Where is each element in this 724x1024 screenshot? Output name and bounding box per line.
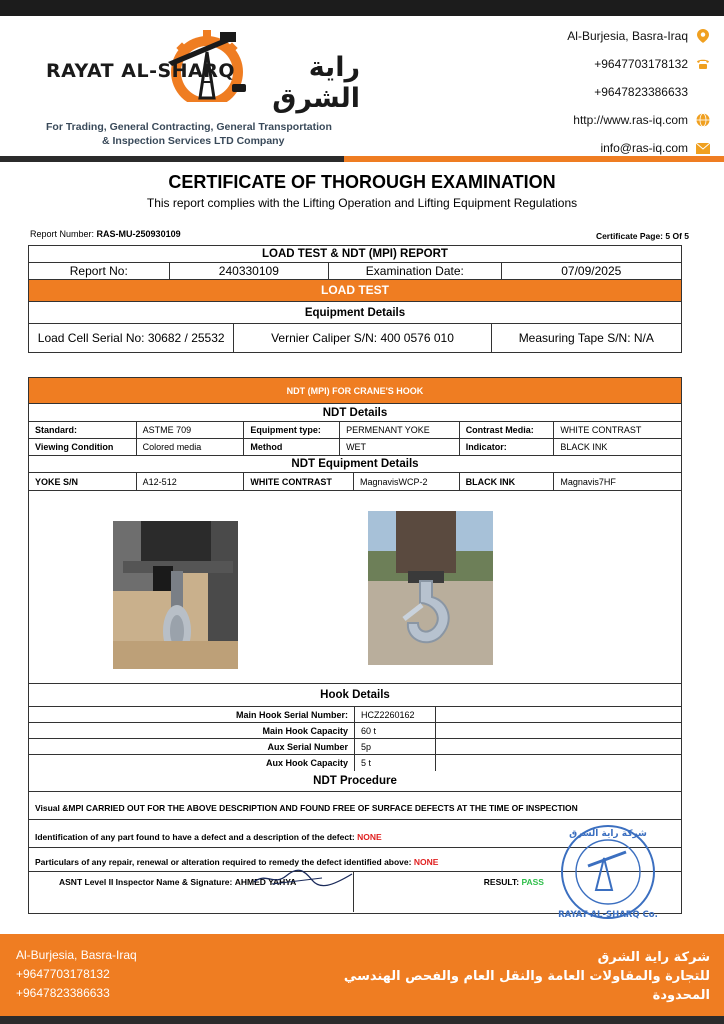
stamp-arabic-text: شركة راية الشرق [569, 829, 647, 839]
inspector-signature [252, 866, 356, 890]
globe-icon [696, 113, 710, 127]
defect-identification-value: NONE [357, 831, 382, 842]
load-test-section-title: LOAD TEST & NDT (MPI) REPORT [262, 248, 448, 260]
ndt-procedure-title: NDT Procedure [313, 775, 397, 787]
indicator-label: Indicator: [460, 439, 555, 455]
ndt-details-title-row [29, 404, 681, 422]
standard-label: Standard: [29, 422, 137, 438]
viewing-condition-value: Colored media [137, 439, 245, 455]
inspector-name: AHMED YAHYA [234, 877, 297, 887]
header-contacts [490, 22, 710, 162]
viewing-condition-label: Viewing Condition [29, 439, 137, 455]
footer-arabic [344, 948, 710, 1005]
envelope-icon [696, 141, 710, 155]
aux-capacity-value: 5 t [355, 755, 436, 771]
result-label: RESULT: [483, 877, 520, 887]
ndt-details-row-2 [29, 439, 681, 456]
main-hook-capacity-label: Main Hook Capacity [29, 723, 355, 738]
equipment-details-row [29, 302, 681, 324]
black-ink-label: BLACK INK [460, 473, 555, 490]
indicator-value: BLACK INK [560, 442, 608, 452]
bottom-bar [0, 1016, 724, 1024]
photo-hook-closeup [368, 511, 493, 665]
report-number-label: Report Number: [30, 229, 95, 239]
address-text: Al-Burjesia, Basra-Iraq [567, 29, 688, 43]
yoke-sn-label: YOKE S/N [29, 473, 137, 490]
black-ink-value: Magnavis7HF [560, 476, 616, 487]
ndt-details-row-1 [29, 422, 681, 439]
hook-details-table [29, 707, 681, 771]
tagline-line-2: & Inspection Services LTD Company [102, 135, 285, 147]
yoke-sn-value: A12-512 [137, 473, 245, 490]
load-test-header-row [29, 246, 681, 263]
phone-2-text[interactable]: +9647823386633 [594, 85, 688, 99]
ndt-equipment-title-row [29, 456, 681, 473]
contact-phone-2 [490, 78, 710, 106]
tagline-line-1: For Trading, General Contracting, General Transportation [46, 121, 332, 133]
equipment-values-row [29, 324, 681, 352]
contact-address [490, 22, 710, 50]
aux-capacity-label: Aux Hook Capacity [29, 755, 355, 771]
main-hook-capacity-value: 60 t [355, 723, 436, 738]
footer-arabic-line-2: للتجارة والمقاولات العامة والنقل العام والفحص الهندسي [343, 969, 710, 984]
footer-address: Al-Burjesia, Basra-Iraq [16, 948, 137, 962]
repair-particulars-value: NONE [413, 857, 439, 867]
certificate-title: CERTIFICATE OF THOROUGH EXAMINATION [168, 172, 556, 192]
company-logo [40, 22, 360, 152]
ndt-equipment-row [29, 473, 681, 491]
report-number [30, 229, 181, 239]
ndt-procedure-title-row [29, 771, 681, 792]
defect-identification-label: Identification of any part found to have a defect and a description of the defect: [35, 831, 355, 842]
hook-row-3 [29, 739, 681, 755]
email-link[interactable]: info@ras-iq.com [600, 141, 688, 155]
phone-1-text[interactable]: +9647703178132 [594, 57, 688, 71]
contrast-media-value: WHITE CONTRAST [560, 425, 642, 435]
exam-date-label: Examination Date: [329, 263, 501, 279]
report-no-value: 240330109 [170, 263, 330, 279]
certificate-subtitle: This report complies with the Lifting Operation and Lifting Equipment Regulations [146, 196, 578, 210]
equipment-type-value: PERMENANT YOKE [340, 422, 460, 438]
ndt-equipment-title: NDT Equipment Details [291, 458, 419, 470]
procedure-line-1 [29, 792, 681, 820]
footer-phone-1[interactable]: +9647703178132 [16, 967, 110, 981]
phone-icon [696, 57, 710, 71]
vernier-caliper-serial: Vernier Caliper S/N: 400 0576 010 [234, 324, 491, 352]
hook-row-1 [29, 707, 681, 723]
equipment-details-title: Equipment Details [304, 306, 406, 319]
result-value: PASS [521, 877, 544, 887]
report-no-label: Report No: [29, 263, 170, 279]
report-info-row [29, 263, 681, 280]
photo-crane-hook-truck [113, 521, 238, 669]
white-contrast-label: WHITE CONTRAST [244, 473, 354, 490]
company-name-en: RAYAT AL-SHARQ [46, 60, 236, 82]
company-stamp [540, 822, 676, 922]
ndt-bar: NDT (MPI) FOR CRANE'S HOOK [29, 378, 681, 404]
main-hook-serial-label: Main Hook Serial Number: [29, 707, 355, 722]
ndt-details-title: NDT Details [322, 406, 388, 419]
load-test-table [28, 245, 682, 353]
load-test-bar: LOAD TEST [29, 280, 681, 302]
hook-row-2 [29, 723, 681, 739]
report-number-value: RAS-MU-250930109 [96, 229, 181, 239]
measuring-tape-serial: Measuring Tape S/N: N/A [518, 331, 654, 345]
exam-date-value: 07/09/2025 [561, 264, 622, 278]
top-bar [0, 0, 724, 16]
certificate-page: Certificate Page: 5 Of 5 [595, 231, 689, 241]
header-divider-dark [0, 156, 344, 162]
footer-arabic-line-3: المحدودة [652, 988, 710, 1003]
footer-arabic-line-1: شركة راية الشرق [597, 950, 710, 965]
method-label: Method [244, 439, 340, 455]
location-pin-icon [696, 29, 710, 43]
header-divider-orange [344, 156, 724, 162]
contact-phone-1 [490, 50, 710, 78]
contrast-media-label: Contrast Media: [460, 422, 555, 438]
method-value: WET [340, 439, 460, 455]
stamp-english-text: RAYAT AL-SHARQ Co. [558, 910, 658, 920]
repair-particulars-label: Particulars of any repair, renewal or alteration required to remedy the defect identified above: [35, 857, 412, 867]
aux-serial-label: Aux Serial Number [29, 739, 355, 754]
main-hook-serial-value: HCZ2260162 [355, 707, 436, 722]
contact-website [490, 106, 710, 134]
hook-details-title: Hook Details [320, 689, 390, 701]
company-name-ar: راية الشرق [272, 52, 360, 114]
load-cell-serial: Load Cell Serial No: 30682 / 25532 [29, 324, 234, 352]
hook-row-4 [29, 755, 681, 771]
equipment-type-label: Equipment type: [244, 422, 340, 438]
white-contrast-value: MagnavisWCP-2 [354, 473, 460, 490]
aux-serial-value: 5p [355, 739, 436, 754]
website-link[interactable]: http://www.ras-iq.com [573, 113, 688, 127]
footer-phone-2[interactable]: +9647823386633 [16, 986, 110, 1000]
procedure-statement: Visual &MPI CARRIED OUT FOR THE ABOVE DESCRIPTION AND FOUND FREE OF SURFACE DEFECTS AT THE TIME OF INSPECTION [35, 803, 578, 813]
standard-value: ASTME 709 [137, 422, 245, 438]
footer [0, 934, 724, 1016]
inspector-label: ASNT Level II Inspector Name & Signature: [59, 877, 233, 887]
hook-details-title-row [29, 684, 681, 707]
footer-contacts [16, 946, 137, 1003]
